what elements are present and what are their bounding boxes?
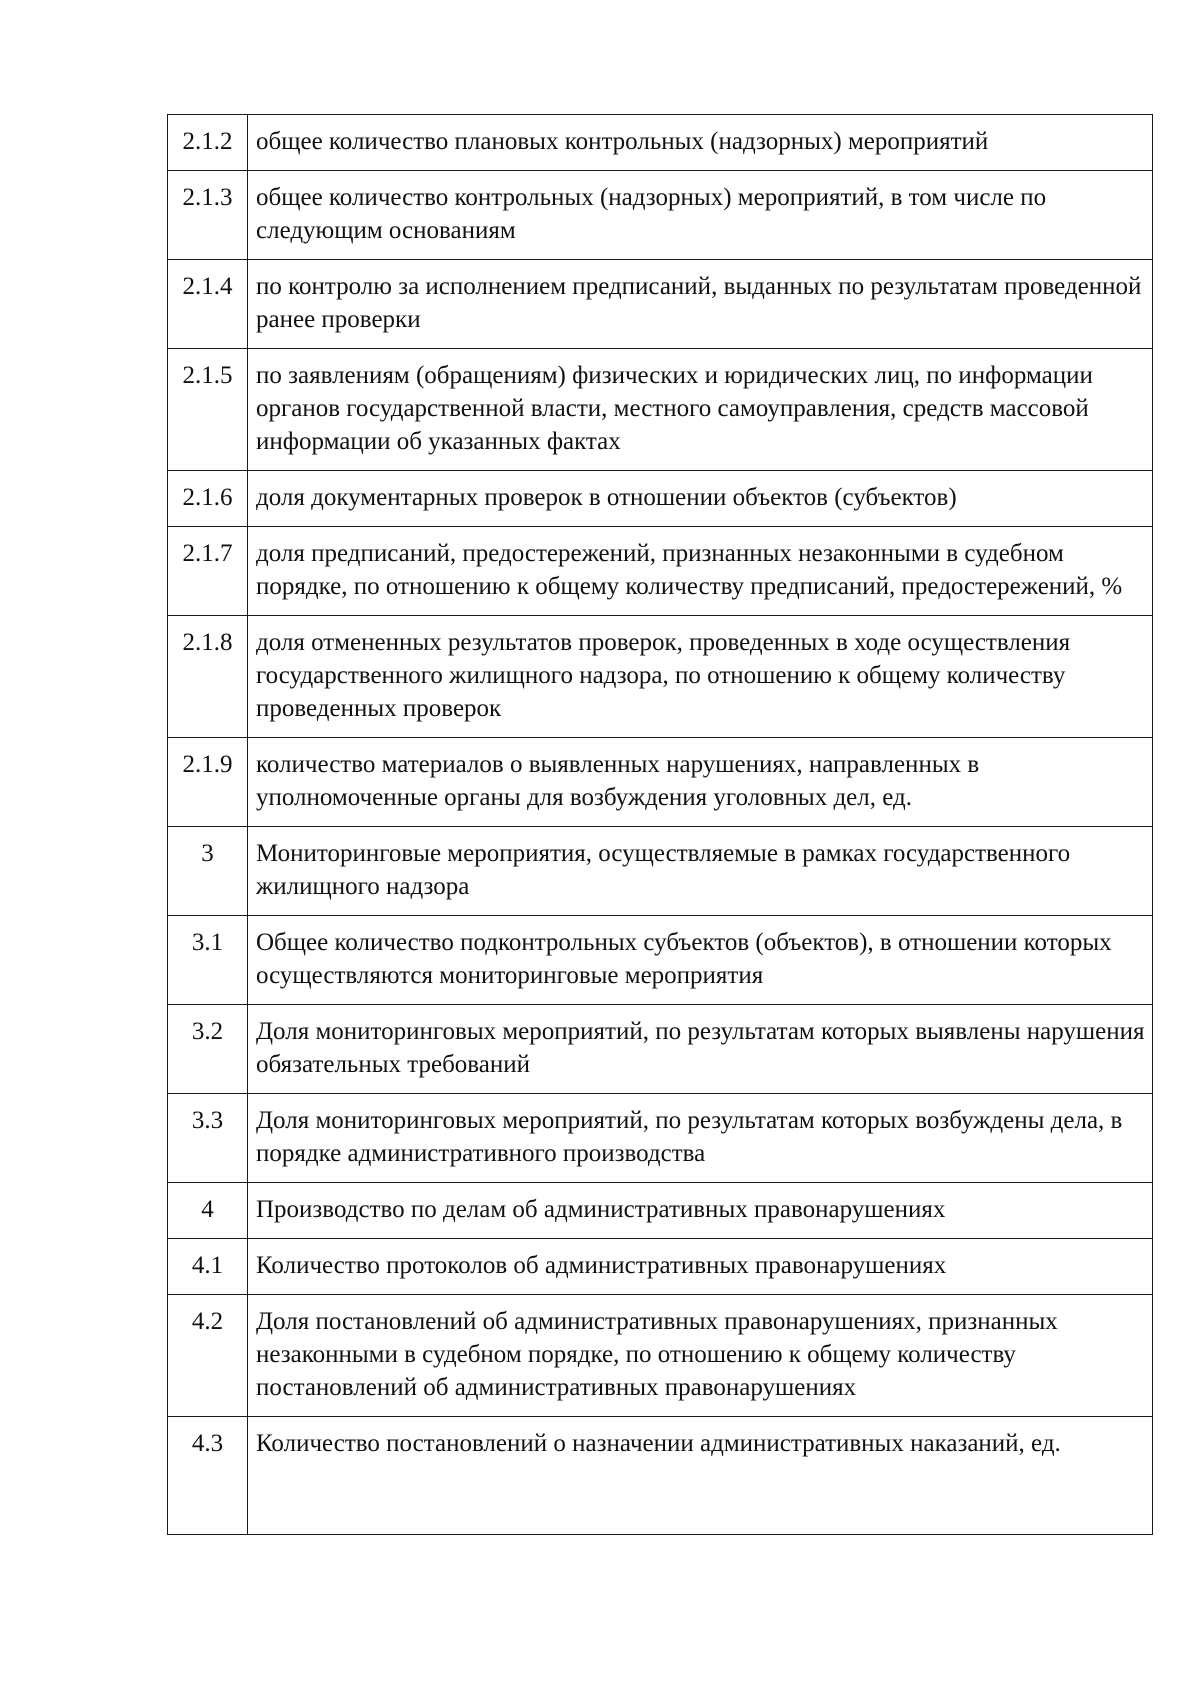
row-number: 2.1.2 [168, 115, 248, 171]
row-text: по заявлениям (обращениям) физических и юридических лиц, по информации органов государственной власти, местного самоуправления, средств массовой информации об указанных фактах [248, 349, 1153, 471]
table-row [168, 1295, 1153, 1417]
row-number: 4.3 [168, 1417, 248, 1535]
row-number: 3.1 [168, 916, 248, 1005]
table-row [168, 260, 1153, 349]
table-row [168, 115, 1153, 171]
row-number: 2.1.7 [168, 527, 248, 616]
table-row [168, 171, 1153, 260]
table-row [168, 1183, 1153, 1239]
row-text: Количество протоколов об административных правонарушениях [248, 1239, 1153, 1295]
table-row [168, 827, 1153, 916]
indicators-table [167, 114, 1153, 1535]
row-text: доля отмененных результатов проверок, проведенных в ходе осуществления государственного жилищного надзора, по отношению к общему количеству проведенных проверок [248, 616, 1153, 738]
row-number: 2.1.5 [168, 349, 248, 471]
row-number: 2.1.6 [168, 471, 248, 527]
row-text: доля предписаний, предостережений, признанных незаконными в судебном порядке, по отношению к общему количеству предписаний, предостережений, % [248, 527, 1153, 616]
row-text: Доля постановлений об административных правонарушениях, признанных незаконными в судебном порядке, по отношению к общему количеству постановлений об административных правонарушениях [248, 1295, 1153, 1417]
row-text: Мониторинговые мероприятия, осуществляемые в рамках государственного жилищного надзора [248, 827, 1153, 916]
row-text: Количество постановлений о назначении административных наказаний, ед. [248, 1417, 1153, 1535]
row-number: 2.1.9 [168, 738, 248, 827]
row-text: общее количество контрольных (надзорных) мероприятий, в том числе по следующим основаниям [248, 171, 1153, 260]
row-text: Производство по делам об административных правонарушениях [248, 1183, 1153, 1239]
table-row [168, 738, 1153, 827]
row-text: доля документарных проверок в отношении объектов (субъектов) [248, 471, 1153, 527]
table-row [168, 471, 1153, 527]
table-row [168, 349, 1153, 471]
row-number: 3.3 [168, 1094, 248, 1183]
table-row [168, 1417, 1153, 1535]
table-row [168, 1005, 1153, 1094]
row-text: Доля мониторинговых мероприятий, по результатам которых выявлены нарушения обязательных требований [248, 1005, 1153, 1094]
row-text: количество материалов о выявленных нарушениях, направленных в уполномоченные органы для возбуждения уголовных дел, ед. [248, 738, 1153, 827]
row-number: 4 [168, 1183, 248, 1239]
row-text: Доля мониторинговых мероприятий, по результатам которых возбуждены дела, в порядке административного производства [248, 1094, 1153, 1183]
row-number: 4.2 [168, 1295, 248, 1417]
row-number: 2.1.3 [168, 171, 248, 260]
row-number: 3 [168, 827, 248, 916]
table-row [168, 1094, 1153, 1183]
table-row [168, 916, 1153, 1005]
row-number: 4.1 [168, 1239, 248, 1295]
table-row [168, 527, 1153, 616]
table-row [168, 1239, 1153, 1295]
row-number: 2.1.8 [168, 616, 248, 738]
table-row [168, 616, 1153, 738]
row-number: 3.2 [168, 1005, 248, 1094]
row-text: по контролю за исполнением предписаний, выданных по результатам проведенной ранее проверки [248, 260, 1153, 349]
row-text: Общее количество подконтрольных субъектов (объектов), в отношении которых осуществляются мониторинговые мероприятия [248, 916, 1153, 1005]
row-number: 2.1.4 [168, 260, 248, 349]
row-text: общее количество плановых контрольных (надзорных) мероприятий [248, 115, 1153, 171]
